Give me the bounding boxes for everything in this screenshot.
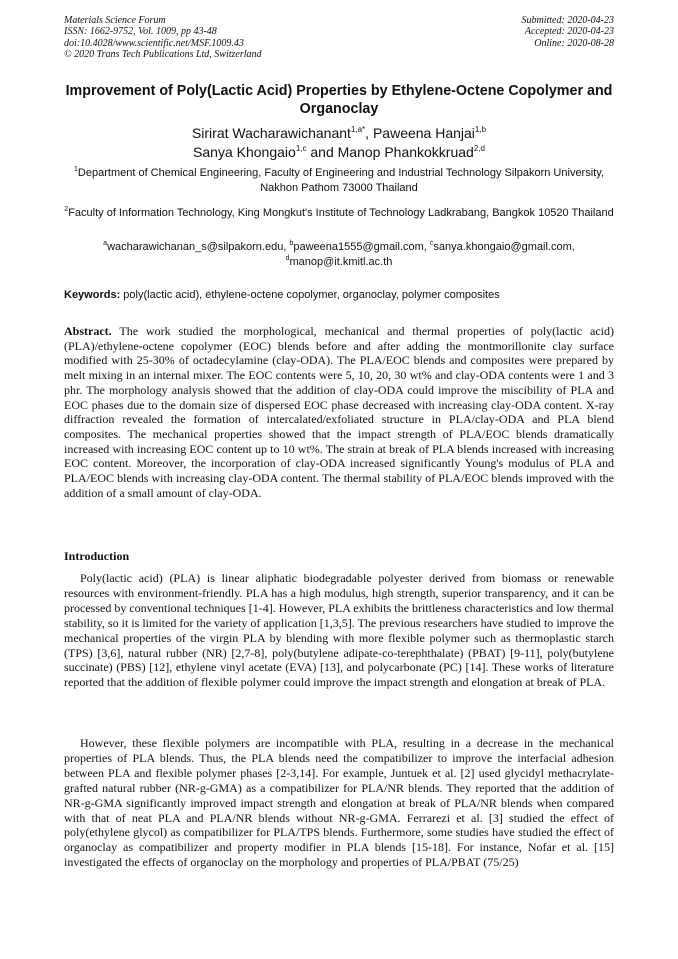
keywords-label: Keywords:	[64, 289, 121, 301]
affiliation-text: Department of Chemical Engineering, Faculty of Engineering and Industrial Technology Silpakorn University, Nakhon Pathom 73000 Thailand	[77, 167, 604, 194]
journal-issn: ISSN: 1662-9752, Vol. 1009, pp 43-48	[64, 26, 217, 38]
email-mark: b	[289, 240, 294, 247]
journal-name: Materials Science Forum	[64, 15, 166, 26]
section-heading-introduction: Introduction	[64, 549, 130, 563]
author-separator: ,	[365, 125, 373, 141]
affiliation-text: Faculty of Information Technology, King Mongkut's Institute of Technology Ladkrabang, Bangkok 10520 Thailand	[68, 207, 614, 219]
author-affiliation-mark: 1,c	[295, 144, 307, 153]
author-list	[64, 124, 614, 162]
email-address: manop@it.kmitl.ac.th	[289, 256, 393, 268]
author-name: Sirirat Wacharawichanant	[191, 125, 351, 141]
author-affiliation-mark: 1,b	[474, 125, 487, 134]
email-separator: ,	[571, 241, 575, 253]
affiliation-2	[64, 206, 614, 221]
affiliation-1	[64, 166, 614, 196]
paper-title: Improvement of Poly(Lactic Acid) Properties by Ethylene-Octene Copolymer and Organoclay	[65, 83, 613, 117]
email-mark: c	[429, 240, 434, 247]
email-line-2	[64, 255, 614, 270]
email-separator: ,	[283, 241, 290, 253]
email-mark: d	[285, 255, 290, 262]
author-conjunction: and	[306, 144, 338, 160]
keywords-text: poly(lactic acid), ethylene-octene copolymer, organoclay, polymer composites	[120, 289, 500, 301]
author-name: Sanya Khongaio	[193, 144, 296, 160]
author-line-2	[64, 143, 614, 162]
journal-header-right	[374, 15, 614, 49]
author-line-1	[64, 124, 614, 143]
email-mark: a	[103, 240, 108, 247]
journal-copyright: © 2020 Trans Tech Publications Ltd, Switzerland	[64, 48, 262, 60]
journal-header-left	[64, 15, 394, 60]
author-name: Manop Phankokkruad	[337, 144, 474, 160]
affiliation-mark: 2	[64, 206, 69, 213]
email-address: sanya.khongaio@gmail.com	[433, 241, 572, 253]
author-affiliation-mark: 1,a*	[350, 125, 366, 134]
email-separator: ,	[423, 241, 430, 253]
author-name: Paweena Hanjai	[372, 125, 475, 141]
keywords	[64, 288, 614, 303]
email-address: paweena1555@gmail.com	[293, 241, 424, 253]
abstract-label: Abstract.	[64, 324, 112, 338]
abstract	[64, 324, 614, 500]
submitted-date: Submitted: 2020-04-23	[521, 15, 614, 26]
online-date: Online: 2020-08-28	[534, 37, 614, 49]
body-paragraph: Poly(lactic acid) (PLA) is linear aliphatic biodegradable polyester derived from biomass or renewable resources with environment-friendly. PLA has a high modulus, high strength, superior transparency, and it can be processed by conventional techniques [1-4]. However, PLA exhibits the brittleness characteristics and low thermal stability, so it is limited for the variety of application [1,3,5]. The previous researchers have studied to improve the mechanical properties of the virgin PLA by blending with more flexible polymer such as thermoplastic starch (TPS) [3,6], natural rubber (NR) [2,7-8], poly(butylene adipate-co-terephthalate) (PBAT) [9-11], poly(butylene succinate) (PBS) [12], ethylene vinyl acetate (EVA) [13], and polycarbonate (PC) [14]. These works of literature reported that the addition of flexible polymer could improve the impact strength and elongation at break of PLA.	[64, 571, 614, 690]
author-affiliation-mark: 2,d	[473, 144, 485, 153]
email-address: wacharawichanan_s@silpakorn.edu	[107, 241, 284, 253]
journal-doi: doi:10.4028/www.scientific.net/MSF.1009.43	[64, 37, 244, 49]
author-emails	[64, 240, 614, 270]
abstract-text: The work studied the morphological, mechanical and thermal properties of poly(lactic acid) (PLA)/ethylene-octene copolymer (EOC) blends before and after adding the montmorillonite clay surface modified with 25-30% of octadecylamine (clay-ODA). The PLA/EOC blends and composites were prepared by melt mixing in an internal mixer. The EOC contents were 5, 10, 20, 30 wt% and clay-ODA contents were 1 and 3 phr. The morphology analysis showed that the addition of clay-ODA could improve the miscibility of PLA and EOC phases due to the domain size of dispersed EOC phase decreased with increasing clay-ODA content. X-ray diffraction revealed the formation of intercalated/exfoliated structure in PLA/clay-ODA and PLA blend composites. The mechanical properties showed that the impact strength of PLA/EOC blends dramatically increased with increasing EOC content up to 10 wt%. The strain at break of PLA blends increased with increasing EOC content. Moreover, the incorporation of clay-ODA increased significantly Young's modulus of PLA and PLA/EOC blends with increasing clay-ODA content. The thermal stability of PLA/EOC blends improved with the addition of a small amount of clay-ODA.	[64, 324, 614, 500]
body-paragraph: However, these flexible polymers are incompatible with PLA, resulting in a decrease in the mechanical properties of PLA blends. Thus, the PLA blends need the compatibilizer to improve the interfacial adhesion between PLA and flexible polymer phases [2-3,14]. For example, Juntuek et al. [2] used glycidyl methacrylate-grafted natural rubber (NR-g-GMA) as a compatibilizer for PLA/NR blends. They reported that the addition of NR-g-GMA significantly improved impact strength and elongation at break of PLA/NR blends when compared with that of neat PLA and PLA/NR blends without NR-g-GMA. Ferrarezi et al. [3] studied the effect of poly(ethylene glycol) as compatibilizer for PLA/TPS blends. Furthermore, some studies have studied the effect of organoclay as compatibilizer and property modifier in PLA blends [15-18]. For instance, Nofar et al. [15] investigated the effects of organoclay on the morphology and properties of PLA/PBAT (75/25)	[64, 736, 614, 870]
affiliation-mark: 1	[74, 166, 78, 173]
email-line-1	[64, 240, 614, 255]
accepted-date: Accepted: 2020-04-23	[524, 26, 614, 38]
